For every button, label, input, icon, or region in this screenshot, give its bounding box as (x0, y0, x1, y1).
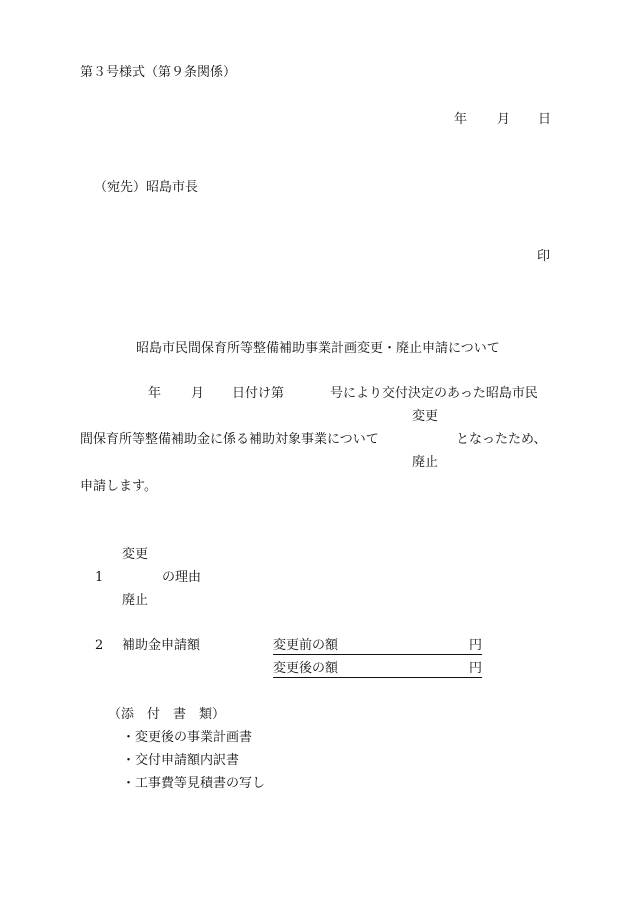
item2-number: 2 (95, 638, 104, 653)
item1-label: の理由 (162, 570, 202, 585)
addressee: （宛先）昭島市長 (94, 180, 199, 195)
body-dated: 日付け第 (232, 386, 285, 401)
body-option-change: 変更 (412, 409, 439, 424)
amount-before-label: 変更前の額 (273, 638, 339, 653)
amount-before-yen: 円 (468, 638, 482, 653)
attachment-item: ・変更後の事業計画書 (122, 730, 253, 745)
item1-option-abolish: 廃止 (122, 593, 149, 608)
body-month: 月 (191, 386, 205, 401)
body-line3: 申請します。 (80, 479, 157, 494)
item2-label: 補助金申請額 (122, 638, 201, 653)
date-day: 日 (538, 112, 552, 127)
body-option-abolish: 廃止 (412, 455, 439, 470)
attachment-item: ・工事費等見積書の写し (122, 776, 266, 791)
amount-before-line (273, 639, 482, 655)
amount-after-line (273, 662, 482, 678)
date-year: 年 (454, 112, 468, 127)
body-line2-tail: となったため、 (456, 432, 547, 447)
attachment-item: ・交付申請額内訳書 (122, 753, 240, 768)
document-title: 昭島市民間保育所等整備補助事業計画変更・廃止申請について (136, 341, 500, 356)
item1-option-change: 変更 (122, 547, 149, 562)
amount-after-yen: 円 (468, 661, 482, 676)
date-month: 月 (497, 112, 511, 127)
attachments-heading: （添 付 書 類） (108, 707, 226, 722)
body-year: 年 (148, 386, 162, 401)
seal-mark: 印 (537, 249, 551, 264)
body-line1-rest: 号により交付決定のあった昭島市民 (330, 386, 538, 401)
item1-number: 1 (95, 570, 104, 585)
body-line2-main: 間保育所等整備補助金に係る補助対象事業について (80, 432, 379, 447)
amount-after-label: 変更後の額 (273, 661, 339, 676)
form-number: 第３号様式（第９条関係） (80, 65, 237, 80)
